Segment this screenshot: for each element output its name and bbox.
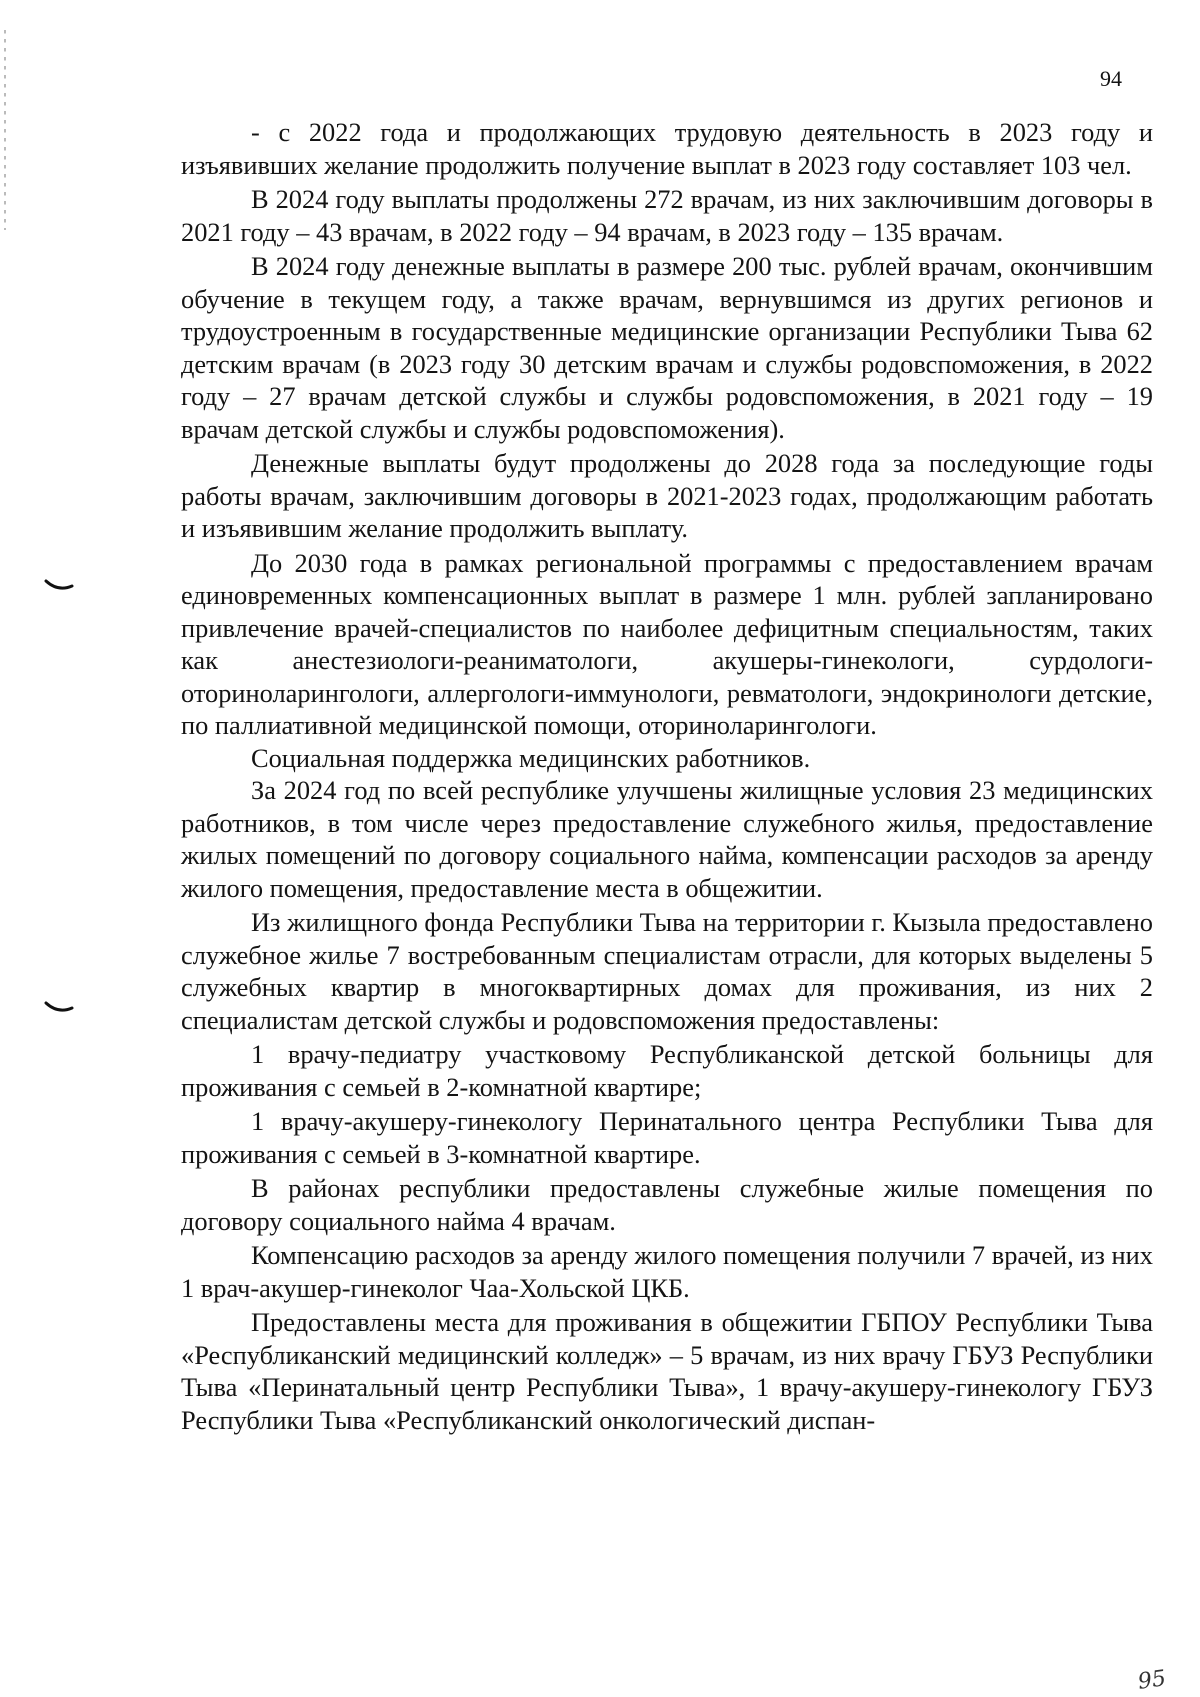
paragraph-rent-compensation: Компенсацию расходов за аренду жилого помещения получили 7 врачей, из них 1 врач-акушер-гинеколог Чаа-Хольской ЦКБ. bbox=[181, 1240, 1153, 1303]
paragraph-program-2030: До 2030 года в рамках региональной программы с предоставлением врачам единовременных компенсационных выплат в размере 1 млн. рублей запланировано привлечение врачей-специалистов по наиболее дефицитным специальностям, таких как анестезиологи-реаниматологи, акушеры-гинекологи, сурдологи-оториноларингологи, аллергологи-иммунологи, ревматологи, эндокринологи детские, по паллиативной медицинской помощи, оториноларингологи. bbox=[181, 547, 1153, 740]
page-number: 94 bbox=[1100, 66, 1122, 91]
paragraph-housing-fund: Из жилищного фонда Республики Тыва на территории г. Кызыла предоставлено служебное жилье 7 востребованным специалистам отрасли, для которых выделены 5 служебных квартир в многоквартирных домах для проживания, из них 2 специалистам детской службы и родовспоможения предоставлены: bbox=[181, 907, 1153, 1035]
paragraph-payments-2024: В 2024 году выплаты продолжены 272 врачам, из них заключившим договоры в 2021 году – 43 врачам, в 2022 году – 94 врачам, в 2023 году – 135 врачам. bbox=[181, 184, 1153, 247]
document-body bbox=[181, 116, 1153, 1438]
binding-mark-icon bbox=[44, 1000, 74, 1014]
paragraph-payments-until-2028: Денежные выплаты будут продолжены до 2028 года за последующие годы работы врачам, заключившим договоры в 2021-2023 годах, продолжающим работать и изъявившим желание продолжить выплату. bbox=[181, 448, 1153, 543]
handwritten-page-note: 95 bbox=[1136, 1666, 1168, 1695]
section-heading: Социальная поддержка медицинских работников. bbox=[251, 742, 811, 773]
paragraph-districts: В районах республики предоставлены служебные жилые помещения по договору социального найма 4 врачам. bbox=[181, 1173, 1153, 1236]
paragraph-cash-payments: В 2024 году денежные выплаты в размере 200 тыс. рублей врачам, окончившим обучение в текущем году, а также врачам, вернувшимся из других регионов и трудоустроенным в государственные медицинские организации Республики Тыва 62 детским врачам (в 2023 году 30 детским врачам и службы родовспоможения, в 2022 году – 27 врачам детской службы и службы родовспоможения, в 2021 году – 19 врачам детской службы и службы родовспоможения). bbox=[181, 251, 1153, 444]
paragraph-continuation: - с 2022 года и продолжающих трудовую деятельность в 2023 году и изъявивших желание продолжить получение выплат в 2023 году составляет 103 чел. bbox=[181, 117, 1153, 180]
list-item-pediatrician: 1 врачу-педиатру участковому Республиканской детской больницы для проживания с семьей в 2-комнатной квартире; bbox=[181, 1039, 1153, 1102]
paragraph-housing-2024: За 2024 год по всей республике улучшены жилищные условия 23 медицинских работников, в том числе через предоставление служебного жилья, предоставление жилых помещений по договору социального найма, компенсации расходов за аренду жилого помещения, предоставление места в общежитии. bbox=[181, 775, 1153, 903]
scan-edge-artifact bbox=[4, 30, 6, 230]
binding-mark-icon bbox=[44, 578, 74, 592]
list-item-obstetrician: 1 врачу-акушеру-гинекологу Перинатального центра Республики Тыва для проживания с семьей в 3-комнатной квартире. bbox=[181, 1106, 1153, 1169]
paragraph-dormitory: Предоставлены места для проживания в общежитии ГБПОУ Республики Тыва «Республиканский медицинский колледж» – 5 врачам, из них врачу ГБУЗ Республики Тыва «Перинатальный центр Республики Тыва», 1 врачу-акушеру-гинекологу ГБУЗ Республики Тыва «Республиканский онкологический диспан- bbox=[181, 1307, 1153, 1435]
